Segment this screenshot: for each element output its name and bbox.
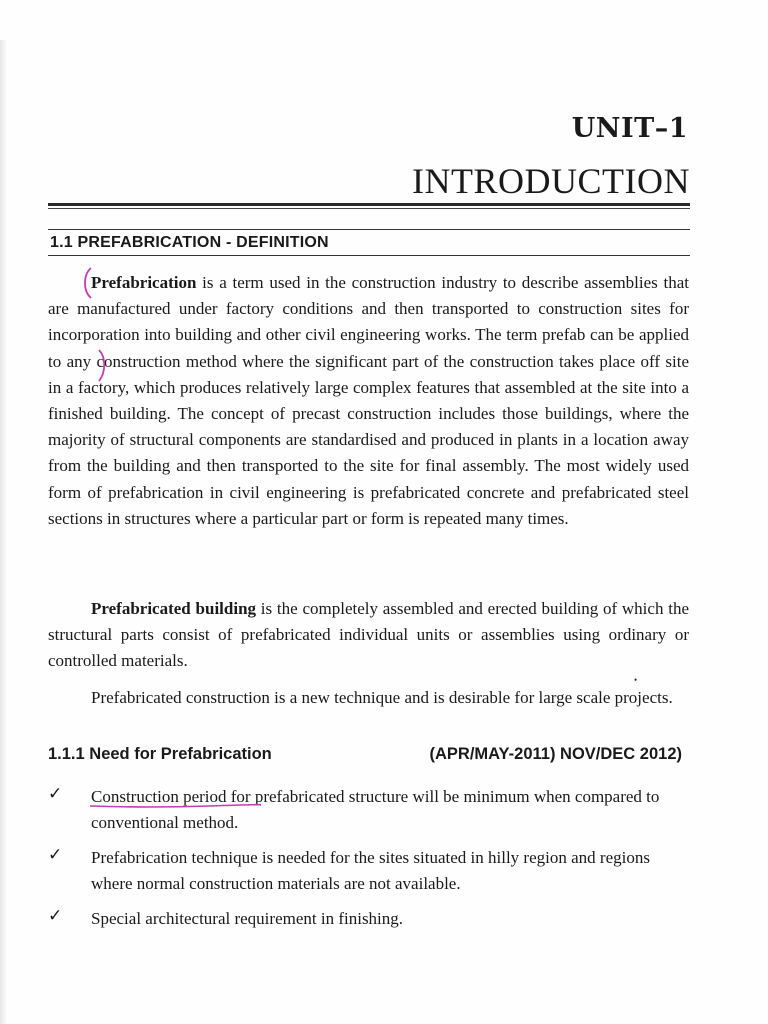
paragraph-construction-technique: Prefabricated construction is a new technique and is desirable for large scale projects. (91, 688, 673, 707)
section-rule-bottom (48, 255, 690, 256)
list-item-text: Construction period for prefabricated structure will be minimum when compared to conventional method. (91, 787, 660, 833)
chapter-title: INTRODUCTION (412, 161, 690, 201)
section-rule-top (48, 229, 690, 230)
title-rule-thin (48, 208, 690, 209)
section-heading: 1.1 PREFABRICATION - DEFINITION (50, 234, 329, 251)
check-icon: ✓ (48, 784, 63, 804)
paragraph-prefabricated-building (48, 596, 689, 675)
check-icon: ✓ (48, 906, 63, 926)
list-item (48, 845, 689, 897)
handwritten-paren-close-mark (97, 348, 109, 384)
page-binding-edge (0, 40, 6, 1024)
subsection-heading (48, 745, 682, 764)
title-rule-thick (48, 203, 690, 206)
list-item-text: Special architectural requirement in finishing. (91, 909, 404, 928)
term-prefabrication: Prefabrication (91, 273, 197, 292)
list-item (48, 906, 689, 932)
list-item (48, 784, 689, 836)
handwritten-paren-open-mark (80, 266, 94, 300)
paragraph-definition (48, 270, 689, 532)
handwritten-underline-mark (89, 803, 261, 809)
unit-label: UNIT–1 (571, 113, 688, 144)
check-icon: ✓ (48, 845, 63, 865)
list-item-text: Prefabrication technique is needed for the sites situated in hilly region and regions where normal construction materials are not available. (91, 848, 650, 894)
term-prefabricated-building: Prefabricated building (91, 599, 257, 618)
paragraph-prefabricated-building-text: is the completely assembled and erected building of which the structural parts consist of prefabricated individual units or assemblies using ordinary or controlled materials. (48, 599, 689, 671)
ink-speck: • (634, 675, 638, 685)
paragraph-definition-text: is a term used in the construction industry to describe assemblies that are manufactured under factory conditions and then transported to construction sites for incorporation into building and other civil engineering works. The term prefab can be applied to any construction method where the significant part of the construction takes place off site in a factory, which produces relatively large complex features that assembled at the site into a finished building. The concept of precast construction includes those buildings, where the majority of structural components are standardised and produced in plants in a location away from the building and then transported to the site for final assembly. The most widely used form of prefabrication in civil engineering is prefabricated concrete and prefabricated steel sections in structures where a particular part or form is repeated many times. (48, 273, 689, 528)
exam-reference: (APR/MAY-2011) NOV/DEC 2012) (429, 745, 682, 763)
subsection-title: 1.1.1 Need for Prefabrication (48, 745, 272, 763)
